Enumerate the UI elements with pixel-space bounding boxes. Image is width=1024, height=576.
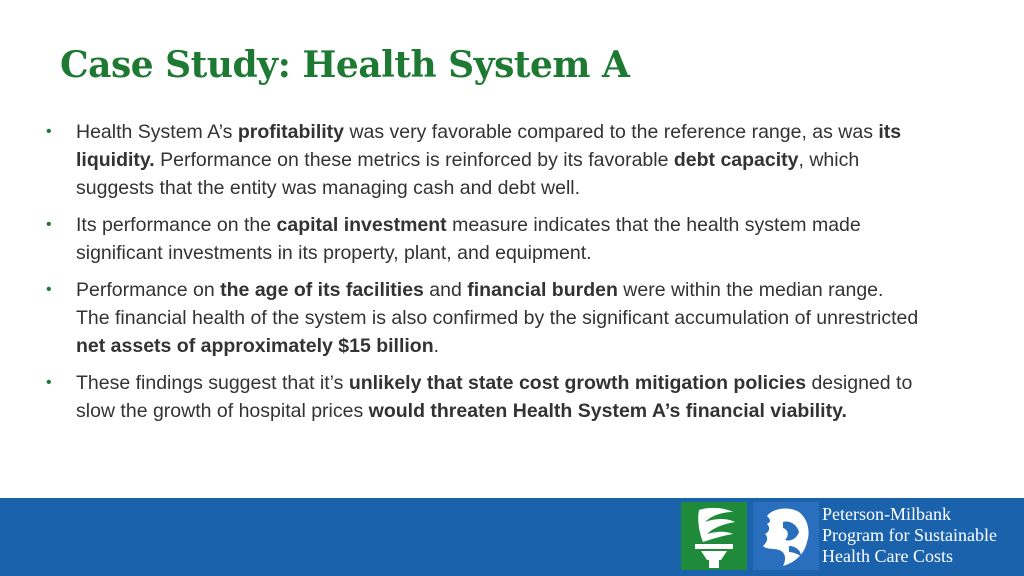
bullet-text: designed to slow the growth of hospital prices — [76, 372, 913, 422]
bullet-text: . — [433, 335, 440, 357]
program-name — [822, 504, 997, 567]
program-name-line: Program for Sustainable — [822, 525, 997, 545]
bullet-item — [42, 118, 922, 202]
bullet-text: measure indicates that the health system made significant investments in its property, plant, and equipment. — [76, 214, 861, 264]
program-name-line: Peterson-Milbank — [822, 504, 951, 524]
bullet-emphasis: debt capacity — [673, 149, 799, 171]
bullet-item — [42, 211, 922, 267]
lion-head-icon — [753, 502, 819, 570]
bullet-list — [42, 118, 922, 434]
bullet-emphasis: capital investment — [276, 214, 447, 236]
bullet-text: These findings suggest that it’s — [76, 372, 349, 394]
bullet-text: and — [423, 279, 468, 301]
bullet-emphasis: net assets of approximately $15 billion — [76, 335, 434, 357]
bullet-emphasis: profitability — [237, 121, 345, 143]
bullet-emphasis: the age of its facilities — [220, 279, 424, 301]
bullet-marker: • — [46, 281, 52, 298]
program-name-line: Health Care Costs — [822, 546, 953, 566]
bullet-text: Performance on — [76, 279, 221, 301]
bullet-text: Performance on these metrics is reinforced by its favorable — [154, 149, 674, 171]
bullet-emphasis: financial burden — [467, 279, 618, 301]
bullet-marker: • — [46, 123, 52, 140]
bullet-text: was very favorable compared to the reference range, as was — [344, 121, 879, 143]
bullet-item — [42, 369, 922, 425]
bullet-emphasis: its liquidity. — [76, 121, 902, 171]
bullet-text: were within the median range. The financial health of the system is also confirmed by the significant accumulation of unrestricted — [76, 279, 919, 329]
bullet-marker: • — [46, 374, 52, 391]
bullet-item — [42, 276, 922, 360]
bullet-text: Health System A’s — [76, 121, 238, 143]
bullet-marker: • — [46, 216, 52, 233]
bullet-emphasis: would threaten Health System A’s financial viability. — [368, 400, 847, 422]
bullet-emphasis: unlikely that state cost growth mitigation policies — [348, 372, 807, 394]
bullet-text: Its performance on the — [76, 214, 277, 236]
bullet-text: , which suggests that the entity was managing cash and debt well. — [76, 149, 860, 199]
torch-flame-icon — [681, 502, 747, 570]
slide-title: Case Study: Health System A — [60, 44, 630, 86]
